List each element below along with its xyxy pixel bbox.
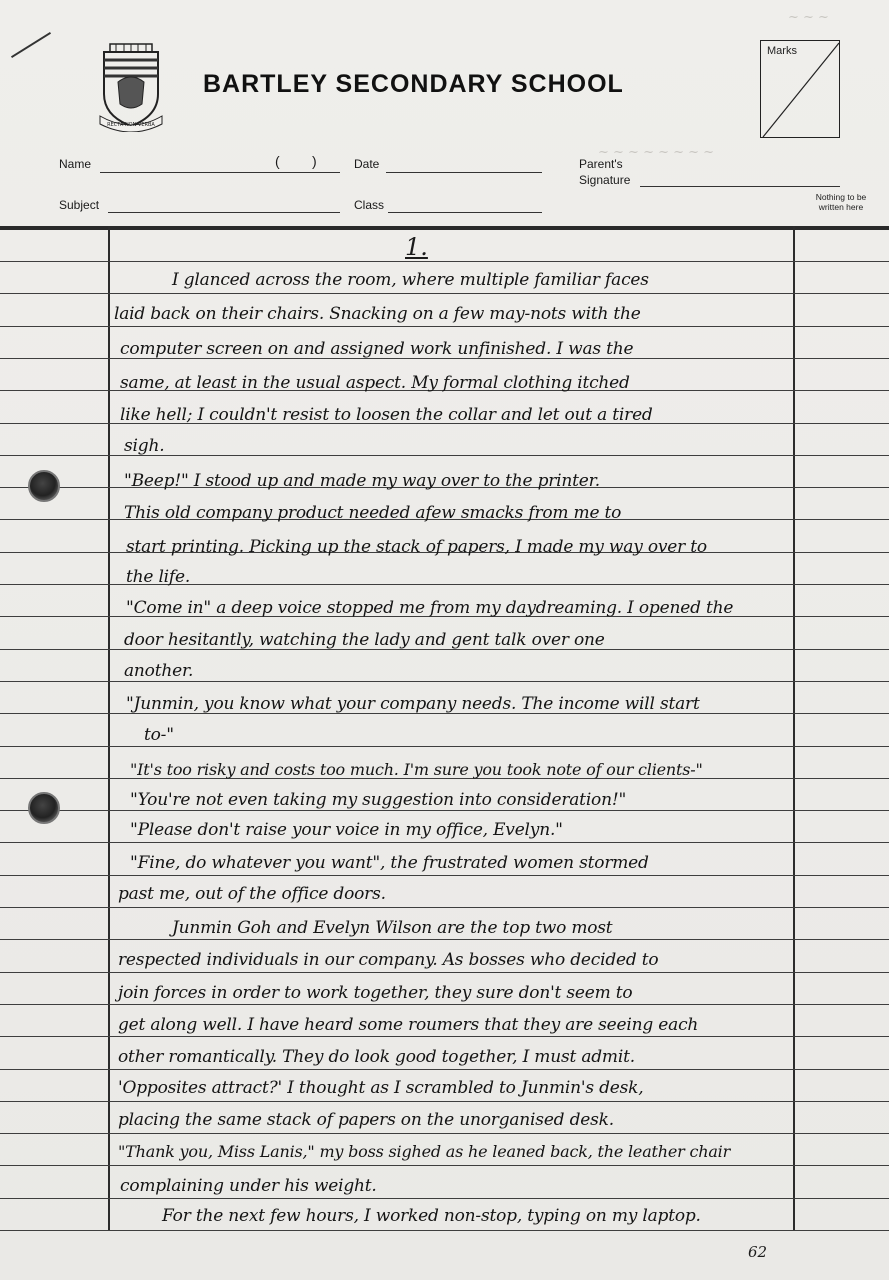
marks-label: Marks (767, 45, 797, 57)
essay-line: "Beep!" I stood up and made my way over to the printer. (124, 471, 600, 491)
essay-line: join forces in order to work together, they sure don't seem to (118, 983, 633, 1003)
essay-line: respected individuals in our company. As bosses who decided to (118, 950, 659, 970)
essay-line: Junmin Goh and Evelyn Wilson are the top two most (172, 918, 613, 938)
ruled-line (0, 1101, 889, 1102)
essay-line: I glanced across the room, where multiple familiar faces (172, 270, 649, 290)
essay-line: start printing. Picking up the stack of papers, I made my way over to (126, 537, 707, 557)
name-paren-open: ( (275, 153, 280, 169)
ruled-line (0, 1069, 889, 1070)
ruled-line (0, 1036, 889, 1037)
punch-hole (28, 470, 60, 502)
page-number: 62 (748, 1243, 768, 1261)
essay-line: another. (124, 661, 194, 681)
ruled-line (0, 1230, 889, 1231)
nothing-to-be-written-note: Nothing to be written here (815, 192, 867, 212)
essay-line: 'Opposites attract?' I thought as I scrambled to Junmin's desk, (118, 1078, 644, 1098)
essay-line: other romantically. They do look good together, I must admit. (118, 1047, 635, 1067)
school-crest-icon (98, 42, 164, 132)
essay-line: complaining under his weight. (120, 1176, 377, 1196)
section-number: 1. (405, 233, 428, 261)
pen-mark (11, 32, 51, 58)
essay-line: "Please don't raise your voice in my office, Evelyn." (130, 820, 563, 840)
essay-line: sigh. (124, 436, 165, 456)
bleed-through: ~ ~ ~ (788, 10, 829, 25)
school-name: BARTLEY SECONDARY SCHOOL (203, 70, 624, 98)
class-field[interactable] (388, 212, 542, 213)
ruled-line (0, 842, 889, 843)
parents-signature-label: Parent's Signature (579, 157, 631, 187)
essay-line: to-" (144, 725, 174, 745)
essay-line: door hesitantly, watching the lady and gent talk over one (124, 630, 605, 650)
subject-field[interactable] (108, 212, 340, 213)
ruled-line (0, 1133, 889, 1134)
essay-line: This old company product needed afew smacks from me to (124, 503, 622, 523)
ruled-line (0, 907, 889, 908)
ruled-line (0, 810, 889, 811)
parents-signature-field[interactable] (640, 186, 840, 187)
right-margin-line (793, 226, 795, 1230)
essay-line: same, at least in the usual aspect. My formal clothing itched (120, 373, 630, 393)
name-paren-close: ) (312, 153, 317, 169)
left-margin-line (108, 226, 110, 1230)
ruled-line (0, 326, 889, 327)
essay-line: the life. (126, 567, 191, 587)
essay-line: "Thank you, Miss Lanis," my boss sighed as he leaned back, the leather chair (118, 1142, 731, 1161)
essay-line: "Junmin, you know what your company needs. The income will start (126, 694, 700, 714)
ruled-line (0, 1198, 889, 1199)
punch-hole (28, 792, 60, 824)
ruled-line (0, 1004, 889, 1005)
ruled-line (0, 681, 889, 682)
name-field[interactable] (100, 172, 340, 173)
essay-line: "Fine, do whatever you want", the frustrated women stormed (130, 853, 649, 873)
name-label: Name (59, 157, 92, 171)
essay-line: past me, out of the office doors. (118, 884, 386, 904)
class-label: Class (354, 198, 385, 212)
ruled-line (0, 1165, 889, 1166)
essay-line: computer screen on and assigned work unfinished. I was the (120, 339, 634, 359)
date-label: Date (354, 157, 380, 171)
ruled-line (0, 746, 889, 747)
marks-diagonal (761, 41, 841, 139)
essay-line: get along well. I have heard some roumers that they are seeing each (118, 1015, 699, 1035)
subject-label: Subject (59, 198, 100, 212)
essay-line: like hell; I couldn't resist to loosen the collar and let out a tired (120, 405, 653, 425)
date-field[interactable] (386, 172, 542, 173)
ruled-line (0, 875, 889, 876)
crest-motto: RECTA NON VERBA (107, 122, 155, 128)
ruled-line (0, 293, 889, 294)
ruled-line (0, 939, 889, 940)
essay-line: placing the same stack of papers on the unorganised desk. (118, 1110, 614, 1130)
essay-line: "It's too risky and costs too much. I'm sure you took note of our clients-" (130, 760, 703, 779)
essay-line: "You're not even taking my suggestion into consideration!" (130, 790, 627, 810)
top-rule (0, 226, 889, 230)
ruled-line (0, 261, 889, 262)
essay-line: For the next few hours, I worked non-stop, typing on my laptop. (162, 1206, 701, 1226)
marks-box (760, 40, 840, 138)
essay-line: "Come in" a deep voice stopped me from my daydreaming. I opened the (126, 598, 734, 618)
essay-line: laid back on their chairs. Snacking on a few may-nots with the (114, 304, 641, 324)
bleed-through: ~ ~ ~ ~ ~ ~ ~ ~ (598, 145, 715, 160)
ruled-line (0, 972, 889, 973)
